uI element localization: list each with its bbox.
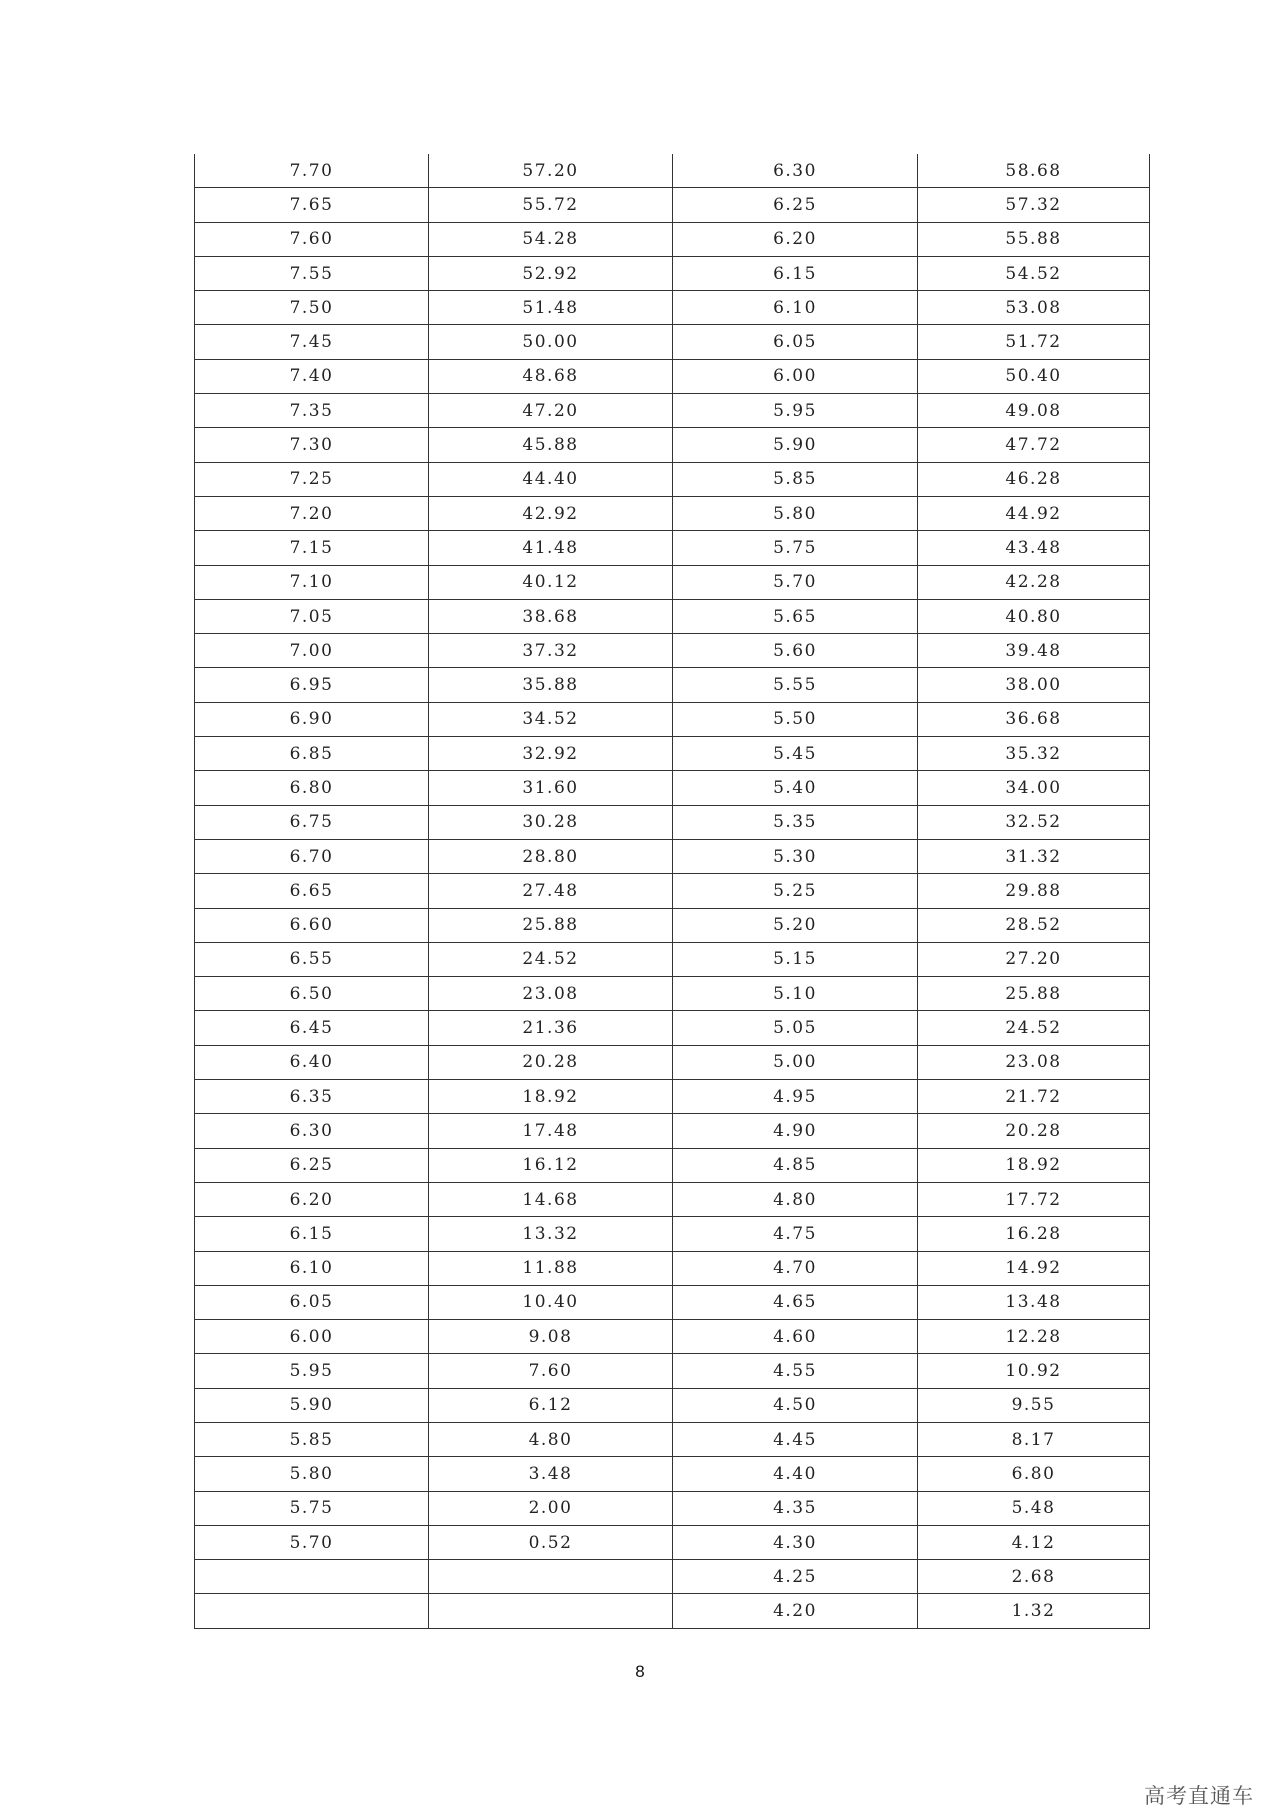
table-cell: 5.70 [673, 565, 918, 599]
score-conversion-table [194, 154, 1150, 1629]
table-cell: 6.30 [195, 1114, 429, 1148]
table-cell: 16.12 [429, 1148, 673, 1182]
table-cell: 6.60 [195, 908, 429, 942]
table-cell: 57.32 [918, 188, 1150, 222]
table-cell: 7.60 [195, 222, 429, 256]
table-row [195, 222, 1150, 256]
table-cell: 21.72 [918, 1080, 1150, 1114]
table-cell: 4.65 [673, 1285, 918, 1319]
table-row [195, 1182, 1150, 1216]
table-cell: 20.28 [429, 1045, 673, 1079]
table-cell: 16.28 [918, 1217, 1150, 1251]
table-cell: 6.10 [673, 291, 918, 325]
table-cell: 4.45 [673, 1422, 918, 1456]
table-cell: 5.80 [195, 1457, 429, 1491]
table-row [195, 462, 1150, 496]
table-cell: 17.72 [918, 1182, 1150, 1216]
table-row [195, 1354, 1150, 1388]
table-body [195, 154, 1150, 1628]
table-cell: 31.60 [429, 771, 673, 805]
table-row [195, 874, 1150, 908]
table-cell: 5.35 [673, 805, 918, 839]
table-cell: 5.40 [673, 771, 918, 805]
table-cell: 10.92 [918, 1354, 1150, 1388]
table-cell: 4.55 [673, 1354, 918, 1388]
table-row [195, 394, 1150, 428]
table-cell: 36.68 [918, 702, 1150, 736]
table-cell: 29.88 [918, 874, 1150, 908]
table-cell: 44.92 [918, 496, 1150, 530]
table-cell: 6.20 [673, 222, 918, 256]
table-cell: 7.15 [195, 531, 429, 565]
table-cell: 4.80 [429, 1422, 673, 1456]
table-cell: 6.20 [195, 1182, 429, 1216]
table-cell: 47.20 [429, 394, 673, 428]
table-cell: 18.92 [429, 1080, 673, 1114]
table-cell: 48.68 [429, 359, 673, 393]
table-cell: 11.88 [429, 1251, 673, 1285]
table-cell: 4.80 [673, 1182, 918, 1216]
table-cell: 5.25 [673, 874, 918, 908]
table-cell: 5.48 [918, 1491, 1150, 1525]
table-cell: 6.75 [195, 805, 429, 839]
table-cell: 6.80 [918, 1457, 1150, 1491]
table-cell: 6.30 [673, 154, 918, 188]
table-cell: 39.48 [918, 634, 1150, 668]
table-cell: 49.08 [918, 394, 1150, 428]
table-cell: 50.00 [429, 325, 673, 359]
table-cell: 5.95 [673, 394, 918, 428]
table-row [195, 188, 1150, 222]
table-row [195, 702, 1150, 736]
table-cell: 4.25 [673, 1560, 918, 1594]
table-cell: 5.90 [195, 1388, 429, 1422]
table-cell: 10.40 [429, 1285, 673, 1319]
table-cell: 2.00 [429, 1491, 673, 1525]
table-cell: 6.05 [195, 1285, 429, 1319]
table-cell: 5.75 [673, 531, 918, 565]
table-row [195, 1148, 1150, 1182]
table-cell: 6.90 [195, 702, 429, 736]
table-cell: 53.08 [918, 291, 1150, 325]
table-cell: 3.48 [429, 1457, 673, 1491]
table-cell: 5.10 [673, 977, 918, 1011]
table-cell: 38.68 [429, 599, 673, 633]
table-cell [429, 1594, 673, 1628]
table-cell: 7.65 [195, 188, 429, 222]
table-cell: 1.32 [918, 1594, 1150, 1628]
table-cell: 14.92 [918, 1251, 1150, 1285]
table-cell: 6.25 [195, 1148, 429, 1182]
table-cell: 28.52 [918, 908, 1150, 942]
table-row [195, 599, 1150, 633]
table-row [195, 565, 1150, 599]
table-cell: 38.00 [918, 668, 1150, 702]
table-cell: 5.70 [195, 1525, 429, 1559]
table-row [195, 359, 1150, 393]
table-cell: 54.52 [918, 256, 1150, 290]
table-cell: 17.48 [429, 1114, 673, 1148]
table-cell: 2.68 [918, 1560, 1150, 1594]
table-row [195, 805, 1150, 839]
table-row [195, 496, 1150, 530]
page-number: 8 [635, 1662, 645, 1681]
table-row [195, 942, 1150, 976]
table-cell: 18.92 [918, 1148, 1150, 1182]
table-cell: 6.85 [195, 737, 429, 771]
table-cell: 4.75 [673, 1217, 918, 1251]
table-cell: 7.25 [195, 462, 429, 496]
table-cell: 6.15 [195, 1217, 429, 1251]
table-cell: 12.28 [918, 1320, 1150, 1354]
table-cell: 57.20 [429, 154, 673, 188]
table-row [195, 1525, 1150, 1559]
table-cell: 6.15 [673, 256, 918, 290]
table-row [195, 154, 1150, 188]
table-cell: 6.10 [195, 1251, 429, 1285]
table-row [195, 1560, 1150, 1594]
table-cell: 55.72 [429, 188, 673, 222]
table-row [195, 1457, 1150, 1491]
table-cell: 7.45 [195, 325, 429, 359]
table-cell: 23.08 [918, 1045, 1150, 1079]
table-row [195, 771, 1150, 805]
table-row [195, 256, 1150, 290]
table-row [195, 1594, 1150, 1628]
table-cell: 7.60 [429, 1354, 673, 1388]
table-cell: 25.88 [429, 908, 673, 942]
table-row [195, 1080, 1150, 1114]
table-cell: 27.20 [918, 942, 1150, 976]
table-row [195, 428, 1150, 462]
table-cell: 51.72 [918, 325, 1150, 359]
table-cell: 6.05 [673, 325, 918, 359]
table-cell: 45.88 [429, 428, 673, 462]
table-cell: 6.12 [429, 1388, 673, 1422]
table-cell: 4.70 [673, 1251, 918, 1285]
table-cell: 23.08 [429, 977, 673, 1011]
table-cell: 7.30 [195, 428, 429, 462]
table-cell: 44.40 [429, 462, 673, 496]
table-cell: 21.36 [429, 1011, 673, 1045]
table-cell: 4.40 [673, 1457, 918, 1491]
table-cell: 13.32 [429, 1217, 673, 1251]
table-cell: 4.60 [673, 1320, 918, 1354]
table-cell: 5.80 [673, 496, 918, 530]
table-row [195, 839, 1150, 873]
table-row [195, 1285, 1150, 1319]
table-cell: 50.40 [918, 359, 1150, 393]
table-cell: 55.88 [918, 222, 1150, 256]
table-cell: 7.70 [195, 154, 429, 188]
table-row [195, 1388, 1150, 1422]
table-cell: 5.75 [195, 1491, 429, 1525]
table-cell: 37.32 [429, 634, 673, 668]
table-cell: 7.20 [195, 496, 429, 530]
table-cell: 5.05 [673, 1011, 918, 1045]
table-cell: 35.32 [918, 737, 1150, 771]
table-cell: 6.65 [195, 874, 429, 908]
table-cell: 4.85 [673, 1148, 918, 1182]
table-cell: 0.52 [429, 1525, 673, 1559]
table-cell: 42.92 [429, 496, 673, 530]
table-cell: 5.95 [195, 1354, 429, 1388]
table-row [195, 668, 1150, 702]
table-row [195, 977, 1150, 1011]
table-cell: 4.30 [673, 1525, 918, 1559]
table-cell: 43.48 [918, 531, 1150, 565]
table-cell: 13.48 [918, 1285, 1150, 1319]
table-cell: 14.68 [429, 1182, 673, 1216]
table-cell: 24.52 [429, 942, 673, 976]
table-cell: 7.55 [195, 256, 429, 290]
table-cell [195, 1594, 429, 1628]
table-cell: 41.48 [429, 531, 673, 565]
table-cell: 40.12 [429, 565, 673, 599]
table-cell: 4.95 [673, 1080, 918, 1114]
table-cell: 6.00 [195, 1320, 429, 1354]
table-cell: 5.65 [673, 599, 918, 633]
table-cell: 6.70 [195, 839, 429, 873]
table-cell: 27.48 [429, 874, 673, 908]
table-cell: 46.28 [918, 462, 1150, 496]
table-cell: 4.50 [673, 1388, 918, 1422]
table-cell: 6.40 [195, 1045, 429, 1079]
table-cell: 4.12 [918, 1525, 1150, 1559]
table-row [195, 325, 1150, 359]
table-cell: 51.48 [429, 291, 673, 325]
table-cell: 6.50 [195, 977, 429, 1011]
table-cell: 5.85 [195, 1422, 429, 1456]
table-cell: 34.00 [918, 771, 1150, 805]
table-cell: 7.35 [195, 394, 429, 428]
table-row [195, 1217, 1150, 1251]
table-cell [429, 1560, 673, 1594]
table-cell: 24.52 [918, 1011, 1150, 1045]
table-cell: 9.08 [429, 1320, 673, 1354]
table-row [195, 291, 1150, 325]
table-row [195, 1045, 1150, 1079]
table-cell: 52.92 [429, 256, 673, 290]
table-cell: 32.52 [918, 805, 1150, 839]
table-cell: 6.95 [195, 668, 429, 702]
table-cell: 6.45 [195, 1011, 429, 1045]
table-cell: 7.05 [195, 599, 429, 633]
table-cell: 7.10 [195, 565, 429, 599]
table-cell: 5.90 [673, 428, 918, 462]
table-cell: 7.40 [195, 359, 429, 393]
table-cell: 40.80 [918, 599, 1150, 633]
table-row [195, 737, 1150, 771]
table-cell: 5.30 [673, 839, 918, 873]
table-cell: 5.45 [673, 737, 918, 771]
watermark-logo-text: 高考直通车 [1144, 1784, 1254, 1808]
table-cell: 6.35 [195, 1080, 429, 1114]
table-cell: 35.88 [429, 668, 673, 702]
table-cell: 47.72 [918, 428, 1150, 462]
table-cell: 5.20 [673, 908, 918, 942]
table-cell: 7.00 [195, 634, 429, 668]
table-cell: 5.60 [673, 634, 918, 668]
table-cell: 20.28 [918, 1114, 1150, 1148]
table-cell [195, 1560, 429, 1594]
table-row [195, 1320, 1150, 1354]
table-cell: 30.28 [429, 805, 673, 839]
table-cell: 6.80 [195, 771, 429, 805]
table-cell: 5.15 [673, 942, 918, 976]
table-row [195, 1114, 1150, 1148]
table-cell: 9.55 [918, 1388, 1150, 1422]
table-cell: 4.90 [673, 1114, 918, 1148]
table-cell: 5.85 [673, 462, 918, 496]
table-cell: 34.52 [429, 702, 673, 736]
table-cell: 54.28 [429, 222, 673, 256]
table-cell: 6.00 [673, 359, 918, 393]
table-cell: 4.20 [673, 1594, 918, 1628]
table-row [195, 1491, 1150, 1525]
table-row [195, 531, 1150, 565]
table-row [195, 1422, 1150, 1456]
table-row [195, 1251, 1150, 1285]
table-cell: 4.35 [673, 1491, 918, 1525]
table-row [195, 1011, 1150, 1045]
table-cell: 42.28 [918, 565, 1150, 599]
table-cell: 5.50 [673, 702, 918, 736]
table-row [195, 908, 1150, 942]
table-cell: 7.50 [195, 291, 429, 325]
table-cell: 32.92 [429, 737, 673, 771]
table-cell: 28.80 [429, 839, 673, 873]
table-cell: 6.55 [195, 942, 429, 976]
table-cell: 8.17 [918, 1422, 1150, 1456]
table-cell: 58.68 [918, 154, 1150, 188]
table-cell: 25.88 [918, 977, 1150, 1011]
table-cell: 31.32 [918, 839, 1150, 873]
table-row [195, 634, 1150, 668]
table-cell: 6.25 [673, 188, 918, 222]
table-cell: 5.55 [673, 668, 918, 702]
table-cell: 5.00 [673, 1045, 918, 1079]
